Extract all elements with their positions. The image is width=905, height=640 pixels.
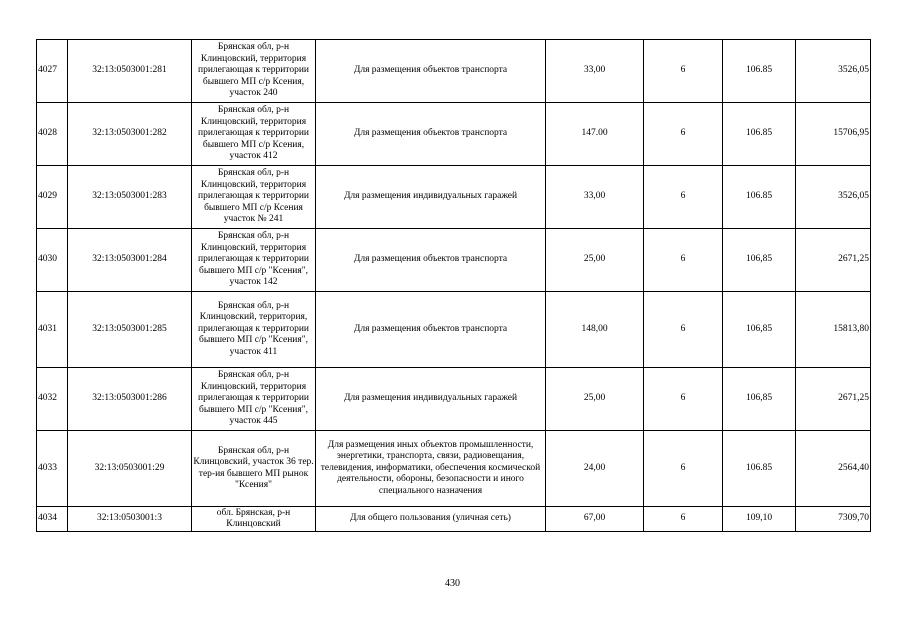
table-row bbox=[37, 368, 871, 431]
rate-cell: 6 bbox=[644, 229, 723, 292]
address-cell: Брянская обл, р-н Клинцовский, территория прилегающая к территории бывшего МП с/р Ксения, участок 240 bbox=[192, 40, 316, 103]
area-cell: 25,00 bbox=[546, 368, 644, 431]
rate-cell: 6 bbox=[644, 166, 723, 229]
rate-cell: 6 bbox=[644, 431, 723, 507]
address-cell: Брянская обл, р-н Клинцовский, территория прилегающая к территории бывшего МП с/р Ксения, участок 412 bbox=[192, 103, 316, 166]
cadastral-number-cell: 32:13:0503001:281 bbox=[68, 40, 192, 103]
table-row bbox=[37, 103, 871, 166]
table-row bbox=[37, 40, 871, 103]
unit-price-cell: 106,85 bbox=[723, 368, 796, 431]
address-cell: обл. Брянская, р-н Клинцовский bbox=[192, 507, 316, 532]
cadastral-number-cell: 32:13:0503001:286 bbox=[68, 368, 192, 431]
table-row bbox=[37, 507, 871, 532]
row-number-cell: 4030 bbox=[37, 229, 68, 292]
area-cell: 148,00 bbox=[546, 292, 644, 368]
cadastral-number-cell: 32:13:0503001:284 bbox=[68, 229, 192, 292]
rate-cell: 6 bbox=[644, 368, 723, 431]
cadastral-value-cell: 15813,80 bbox=[796, 292, 871, 368]
cadastral-number-cell: 32:13:0503001:282 bbox=[68, 103, 192, 166]
row-number-cell: 4027 bbox=[37, 40, 68, 103]
address-cell: Брянская обл, р-н Клинцовский, территория прилегающая к территории бывшего МП с/р Ксения участок № 241 bbox=[192, 166, 316, 229]
area-cell: 147.00 bbox=[546, 103, 644, 166]
land-plots-table bbox=[36, 39, 871, 532]
permitted-use-cell: Для размещения иных объектов промышленности, энергетики, транспорта, связи, радиовещания, телевидения, информатики, обеспечения космической деятельности, обороны, безопасности и иного специального назначения bbox=[316, 431, 546, 507]
area-cell: 25,00 bbox=[546, 229, 644, 292]
permitted-use-cell: Для размещения объектов транспорта bbox=[316, 292, 546, 368]
cadastral-number-cell: 32:13:0503001:285 bbox=[68, 292, 192, 368]
table-row bbox=[37, 431, 871, 507]
unit-price-cell: 106.85 bbox=[723, 40, 796, 103]
cadastral-value-cell: 15706,95 bbox=[796, 103, 871, 166]
cadastral-value-cell: 2671,25 bbox=[796, 229, 871, 292]
unit-price-cell: 109,10 bbox=[723, 507, 796, 532]
cadastral-value-cell: 3526,05 bbox=[796, 166, 871, 229]
row-number-cell: 4029 bbox=[37, 166, 68, 229]
row-number-cell: 4032 bbox=[37, 368, 68, 431]
table-body bbox=[37, 40, 871, 532]
row-number-cell: 4028 bbox=[37, 103, 68, 166]
unit-price-cell: 106.85 bbox=[723, 103, 796, 166]
table-row bbox=[37, 292, 871, 368]
permitted-use-cell: Для размещения объектов транспорта bbox=[316, 103, 546, 166]
rate-cell: 6 bbox=[644, 103, 723, 166]
area-cell: 24,00 bbox=[546, 431, 644, 507]
permitted-use-cell: Для размещения объектов транспорта bbox=[316, 40, 546, 103]
row-number-cell: 4034 bbox=[37, 507, 68, 532]
unit-price-cell: 106,85 bbox=[723, 229, 796, 292]
permitted-use-cell: Для размещения индивидуальных гаражей bbox=[316, 368, 546, 431]
cadastral-value-cell: 3526,05 bbox=[796, 40, 871, 103]
area-cell: 33,00 bbox=[546, 40, 644, 103]
permitted-use-cell: Для размещения индивидуальных гаражей bbox=[316, 166, 546, 229]
cadastral-value-cell: 7309,70 bbox=[796, 507, 871, 532]
address-cell: Брянская обл, р-н Клинцовский, территория прилегающая к территории бывшего МП с/р "Ксения", участок 445 bbox=[192, 368, 316, 431]
permitted-use-cell: Для общего пользования (уличная сеть) bbox=[316, 507, 546, 532]
table-row bbox=[37, 229, 871, 292]
cadastral-value-cell: 2564,40 bbox=[796, 431, 871, 507]
unit-price-cell: 106,85 bbox=[723, 292, 796, 368]
address-cell: Брянская обл, р-н Клинцовский, территория, прилегающая к территории бывшего МП с/р "Ксения", участок 411 bbox=[192, 292, 316, 368]
address-cell: Брянская обл, р-н Клинцовский, территория прилегающая к территории бывшего МП с/р "Ксения", участок 142 bbox=[192, 229, 316, 292]
area-cell: 67,00 bbox=[546, 507, 644, 532]
rate-cell: 6 bbox=[644, 507, 723, 532]
area-cell: 33,00 bbox=[546, 166, 644, 229]
rate-cell: 6 bbox=[644, 40, 723, 103]
cadastral-number-cell: 32:13:0503001:29 bbox=[68, 431, 192, 507]
row-number-cell: 4031 bbox=[37, 292, 68, 368]
table-row bbox=[37, 166, 871, 229]
permitted-use-cell: Для размещения объектов транспорта bbox=[316, 229, 546, 292]
cadastral-value-cell: 2671,25 bbox=[796, 368, 871, 431]
cadastral-number-cell: 32:13:0503001:3 bbox=[68, 507, 192, 532]
address-cell: Брянская обл, р-н Клинцовский, участок 36 тер. тер-ия бывшего МП рынок "Ксения" bbox=[192, 431, 316, 507]
unit-price-cell: 106.85 bbox=[723, 431, 796, 507]
row-number-cell: 4033 bbox=[37, 431, 68, 507]
unit-price-cell: 106.85 bbox=[723, 166, 796, 229]
cadastral-number-cell: 32:13:0503001:283 bbox=[68, 166, 192, 229]
page-number: 430 bbox=[445, 578, 460, 589]
rate-cell: 6 bbox=[644, 292, 723, 368]
